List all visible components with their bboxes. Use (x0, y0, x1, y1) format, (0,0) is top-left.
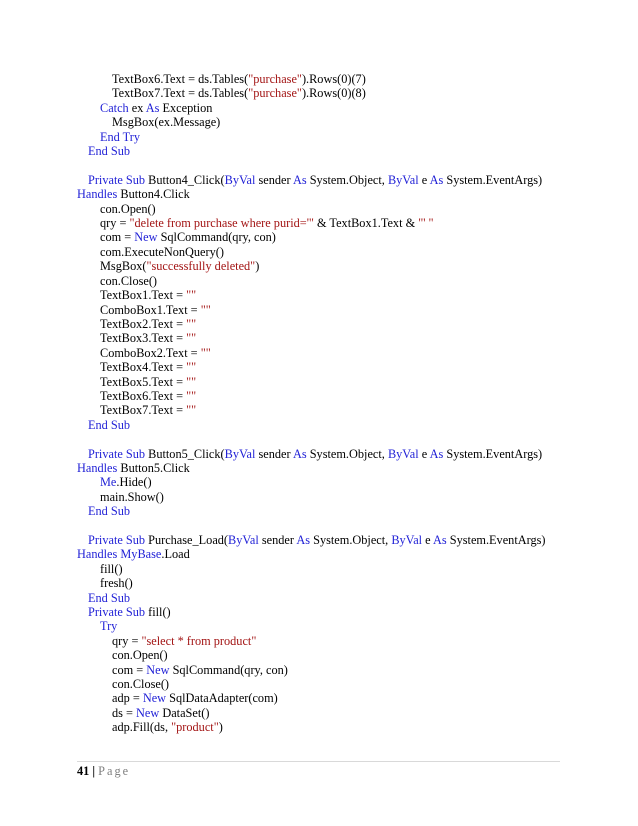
code-line (77, 591, 577, 605)
code-line (77, 72, 577, 86)
code-text: ) (218, 720, 223, 735)
code-keyword: Handles (77, 460, 118, 475)
code-text: con.Open() (100, 201, 156, 216)
code-keyword: Catch (100, 100, 129, 115)
code-string: "' " (418, 216, 434, 231)
code-keyword: ByVal (387, 172, 419, 187)
code-keyword: End Sub (88, 504, 131, 519)
code-string: "delete from purchase where purid='" (129, 216, 314, 231)
footer-divider (77, 761, 560, 762)
code-text: ) (255, 259, 260, 274)
code-keyword: ByVal (224, 446, 256, 461)
code-text: System.Object, (310, 533, 392, 547)
code-line (77, 475, 577, 489)
code-keyword: Private Sub (88, 172, 146, 187)
code-text: TextBox7.Text = ds.Tables( (112, 86, 249, 101)
code-text: sender (255, 446, 293, 461)
code-line (77, 216, 577, 230)
code-string: "select * from product" (141, 633, 257, 648)
code-line (77, 115, 577, 129)
code-keyword: As (296, 533, 311, 547)
code-text: ComboBox2.Text = (100, 345, 201, 360)
code-text: SqlCommand(qry, con) (169, 662, 288, 677)
code-line (77, 202, 577, 216)
code-text: Button5.Click (117, 460, 190, 475)
code-string: "successfully deleted" (146, 259, 256, 274)
code-line (77, 619, 577, 633)
code-listing (77, 72, 577, 735)
code-text: con.Open() (112, 648, 168, 663)
code-keyword: Me (100, 475, 117, 490)
code-keyword: Handles (77, 547, 118, 562)
code-keyword: Try (100, 619, 118, 634)
page-number: 41 (77, 764, 90, 778)
code-line (77, 403, 577, 417)
code-string: "" (186, 316, 197, 331)
code-line (77, 720, 577, 734)
code-text: fresh() (100, 576, 133, 591)
code-text: System.Object, (306, 446, 388, 461)
code-string: "purchase" (248, 86, 302, 101)
code-text: TextBox7.Text = (100, 403, 187, 418)
code-text: TextBox5.Text = (100, 374, 187, 389)
code-text: Purchase_Load( (145, 533, 229, 547)
code-text: com = (112, 662, 147, 677)
code-line (77, 317, 577, 331)
code-text: main.Show() (100, 489, 164, 504)
code-text: SqlCommand(qry, con) (157, 230, 276, 245)
code-line (77, 274, 577, 288)
code-keyword: ByVal (228, 533, 259, 547)
code-text: MsgBox(ex.Message) (112, 115, 221, 130)
code-line (77, 158, 577, 172)
code-line (77, 663, 577, 677)
code-keyword: MyBase (120, 547, 162, 562)
code-keyword: New (142, 691, 167, 706)
code-text: & TextBox1.Text & (313, 216, 419, 231)
code-line (77, 605, 577, 619)
code-line (77, 519, 577, 533)
code-line (77, 547, 577, 561)
code-keyword: End Try (100, 129, 140, 144)
code-line (77, 187, 577, 201)
code-text: ).Rows(0)(8) (301, 86, 366, 101)
code-line (77, 259, 577, 273)
code-line (77, 461, 577, 475)
code-text: System.EventArgs) (443, 172, 543, 187)
code-text: TextBox6.Text = ds.Tables( (112, 72, 249, 86)
code-line (77, 130, 577, 144)
code-text: TextBox1.Text = (100, 288, 187, 303)
code-keyword: ByVal (387, 446, 419, 461)
code-line (77, 562, 577, 576)
code-keyword: Private Sub (88, 605, 146, 620)
code-text: Exception (159, 100, 213, 115)
code-line (77, 346, 577, 360)
code-string: "" (200, 302, 211, 317)
code-text: DataSet() (159, 705, 210, 720)
code-text: com = (100, 230, 135, 245)
code-text: adp.Fill(ds, (112, 720, 172, 735)
code-text: TextBox4.Text = (100, 360, 187, 375)
code-string: "purchase" (248, 72, 302, 86)
code-keyword: As (429, 172, 444, 187)
code-keyword: New (146, 662, 170, 677)
code-keyword: ByVal (224, 172, 256, 187)
code-keyword: As (429, 446, 444, 461)
code-line (77, 706, 577, 720)
code-line (77, 634, 577, 648)
code-text: e (418, 172, 430, 187)
code-text: e (422, 533, 434, 547)
code-text: MsgBox( (100, 259, 147, 274)
code-text: ds = (112, 705, 137, 720)
code-keyword: End Sub (88, 417, 131, 432)
code-text: com.ExecuteNonQuery() (100, 244, 224, 259)
code-text: .Hide() (116, 475, 152, 490)
code-line (77, 389, 577, 403)
code-text: Button4.Click (117, 187, 190, 202)
code-keyword: End Sub (88, 144, 131, 159)
code-line (77, 576, 577, 590)
code-string: "product" (171, 720, 219, 735)
code-keyword: ByVal (391, 533, 423, 547)
code-line (77, 230, 577, 244)
code-line (77, 101, 577, 115)
code-text: fill() (145, 605, 171, 620)
code-text: TextBox3.Text = (100, 331, 187, 346)
code-text: ex (128, 100, 146, 115)
code-text: Button4_Click( (145, 172, 225, 187)
code-text: con.Close() (100, 273, 158, 288)
code-keyword: End Sub (88, 590, 131, 605)
code-string: "" (200, 345, 211, 360)
code-string: "" (186, 403, 197, 418)
code-keyword: New (136, 705, 160, 720)
code-keyword: Private Sub (88, 446, 146, 461)
code-text: System.EventArgs) (446, 533, 546, 547)
code-text: sender (255, 172, 293, 187)
code-text: adp = (112, 691, 143, 706)
code-string: "" (186, 374, 197, 389)
code-keyword: As (145, 100, 160, 115)
code-keyword: Handles (77, 187, 118, 202)
code-text: ).Rows(0)(7) (301, 72, 366, 86)
code-string: "" (186, 388, 197, 403)
code-text: sender (258, 533, 297, 547)
code-text: qry = (100, 216, 130, 231)
code-line (77, 144, 577, 158)
code-text: SqlDataAdapter(com) (166, 691, 278, 706)
footer-separator: | (92, 764, 96, 778)
code-text: con.Close() (112, 677, 170, 692)
code-line (77, 418, 577, 432)
code-line (77, 677, 577, 691)
code-text: .Load (161, 547, 190, 562)
code-line (77, 432, 577, 446)
code-line (77, 447, 577, 461)
code-line (77, 504, 577, 518)
code-line (77, 288, 577, 302)
code-text: TextBox6.Text = (100, 388, 187, 403)
code-string: "" (186, 288, 197, 303)
page-footer (77, 764, 130, 778)
code-keyword: New (134, 230, 158, 245)
code-keyword: Private Sub (88, 533, 146, 547)
code-keyword: As (433, 533, 447, 547)
code-line (77, 691, 577, 705)
code-line (77, 303, 577, 317)
footer-page-label: Page (98, 764, 131, 778)
code-text: Button5_Click( (145, 446, 225, 461)
code-line (77, 533, 577, 547)
code-text: fill() (100, 561, 123, 576)
code-line (77, 245, 577, 259)
code-text: System.Object, (306, 172, 388, 187)
code-text: ComboBox1.Text = (100, 302, 201, 317)
code-text: TextBox2.Text = (100, 316, 187, 331)
code-line (77, 648, 577, 662)
code-text: qry = (112, 633, 142, 648)
code-string: "" (186, 331, 197, 346)
code-keyword: As (292, 446, 307, 461)
code-line (77, 490, 577, 504)
code-line (77, 375, 577, 389)
code-line (77, 331, 577, 345)
code-text: e (418, 446, 430, 461)
code-string: "" (186, 360, 197, 375)
code-text: System.EventArgs) (443, 446, 543, 461)
code-line (77, 360, 577, 374)
code-keyword: As (292, 172, 307, 187)
code-line (77, 86, 577, 100)
code-line (77, 173, 577, 187)
